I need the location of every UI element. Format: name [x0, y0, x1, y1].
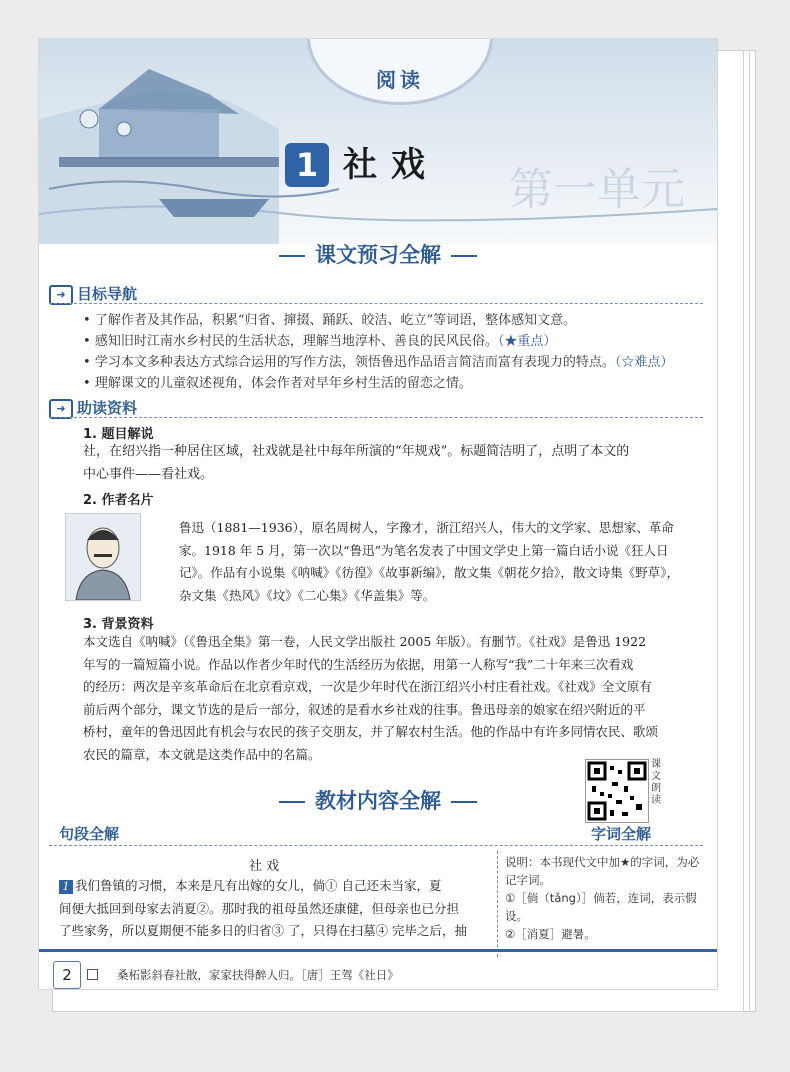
background-label: 3. 背景资料 — [83, 617, 154, 632]
preview-title: 课文预习全解 — [315, 243, 441, 267]
divider — [49, 303, 703, 304]
glossary — [505, 853, 701, 943]
footer-rule — [39, 949, 717, 952]
paragraph-number: 1 — [59, 880, 73, 894]
tab-word-analysis: 字词全解 — [591, 825, 652, 843]
lesson-number: 1 — [285, 143, 329, 187]
goal-item: • 学习本文多种表达方式综合运用的写作方法，领悟鲁迅作品语言简洁而富有表现力的特点。（☆难点） — [83, 355, 674, 370]
svg-text:第一单元: 第一单元 — [509, 164, 685, 215]
author-portrait — [65, 513, 141, 601]
author-text: 鲁迅（1881—1936），原名周树人，字豫才，浙江绍兴人，伟大的文学家、思想家、革命 家。1918 年 5 月，第一次以“鲁迅”为笔名发表了中国文学史上第一篇白话小说《狂人日 记》。作品有小说集《呐喊》《彷徨》《故事新编》，散文集《朝花夕拾》，散文诗集《野草》， 杂文集《热风》《坟》《二心集》《华盖集》等。 — [179, 520, 680, 603]
glossary-item: ②［消夏］避暑。 — [505, 927, 596, 941]
divider — [49, 417, 703, 418]
lesson-title: 社戏 — [343, 145, 439, 185]
qr-label: 课文朗读 — [651, 759, 661, 806]
arrow-right-icon: ➜ — [49, 285, 73, 305]
footer-square — [87, 969, 98, 980]
divider — [49, 845, 703, 846]
background-text: 本文选自《呐喊》（《鲁迅全集》第一卷，人民文学出版社 2005 年版）。有删节。《社戏》是鲁迅 1922 年写的一篇短篇小说。作品以作者少年时代的生活经历为依据，用第一人称写“我”二十年来三次看戏 的经历：两次是辛亥革命后在北京看京戏，一次是少年时代在浙江绍兴小村庄看社戏。《社戏》全文原有 前后两个部分，课文节选的是后一部分，叙述的是看水乡社戏的往事。鲁迅母亲的娘家在绍兴附近的平 桥村，童年的鲁迅因此有机会与农民的孩子交朋友，并了解农村生活。他的作品中有许多同情农民、歌颂 农民的篇章，本文就是这类作品中的名篇。 — [83, 634, 659, 762]
column-divider — [497, 851, 498, 957]
arrow-right-icon: ➜ — [49, 399, 73, 419]
page-number: 2 — [53, 961, 81, 989]
author-label: 2. 作者名片 — [83, 493, 154, 508]
text-paragraph: 1 我们鲁镇的习惯，本来是凡有出嫁的女儿，倘① 自己还未当家，夏 间便大抵回到母家去消夏②。那时我的祖母虽然还康健，但母亲也已分担 了些家务，所以夏期便不能多日的归省③ 了，只得在扫墓④ 完毕之后，抽 — [59, 878, 467, 938]
preview-section-header — [39, 239, 717, 269]
glossary-note: 说明：本书现代文中加★的字词，为必记字词。 — [505, 855, 700, 887]
textbook-page — [38, 38, 718, 990]
content-section-header — [39, 785, 717, 815]
materials-heading-label: 助读资料 — [77, 399, 138, 417]
glossary-item: ①［倘（tǎng）］倘若，连词，表示假设。 — [505, 891, 697, 923]
title-explain-text: 社，在绍兴指一种居住区域，社戏就是社中每年所演的“年规戏”。标题简洁明了，点明了本文的 中心事件——看社戏。 — [83, 444, 630, 482]
goal-item: • 了解作者及其作品，积累“归省、撺掇、踊跃、皎洁、屹立”等词语，整体感知文意。 — [83, 313, 577, 328]
footer-quote: 桑柘影斜春社散，家家扶得醉人归。［唐］王驾《社日》 — [117, 968, 399, 982]
content-title: 教材内容全解 — [315, 789, 441, 813]
title-explain-label: 1. 题目解说 — [83, 427, 154, 442]
goals-heading — [49, 283, 137, 305]
goal-item: • 理解课文的儿童叙述视角，体会作者对早年乡村生活的留恋之情。 — [83, 376, 472, 391]
goals-heading-label: 目标导航 — [77, 285, 138, 303]
text-title: 社 戏 — [249, 859, 280, 874]
materials-heading — [49, 397, 137, 419]
header-banner — [39, 39, 717, 244]
goal-item: • 感知旧时江南水乡村民的生活状态，理解当地淳朴、善良的民风民俗。（★重点） — [83, 334, 557, 349]
section-label: 阅读 — [376, 68, 424, 92]
tab-paragraph-analysis: 句段全解 — [59, 825, 120, 843]
